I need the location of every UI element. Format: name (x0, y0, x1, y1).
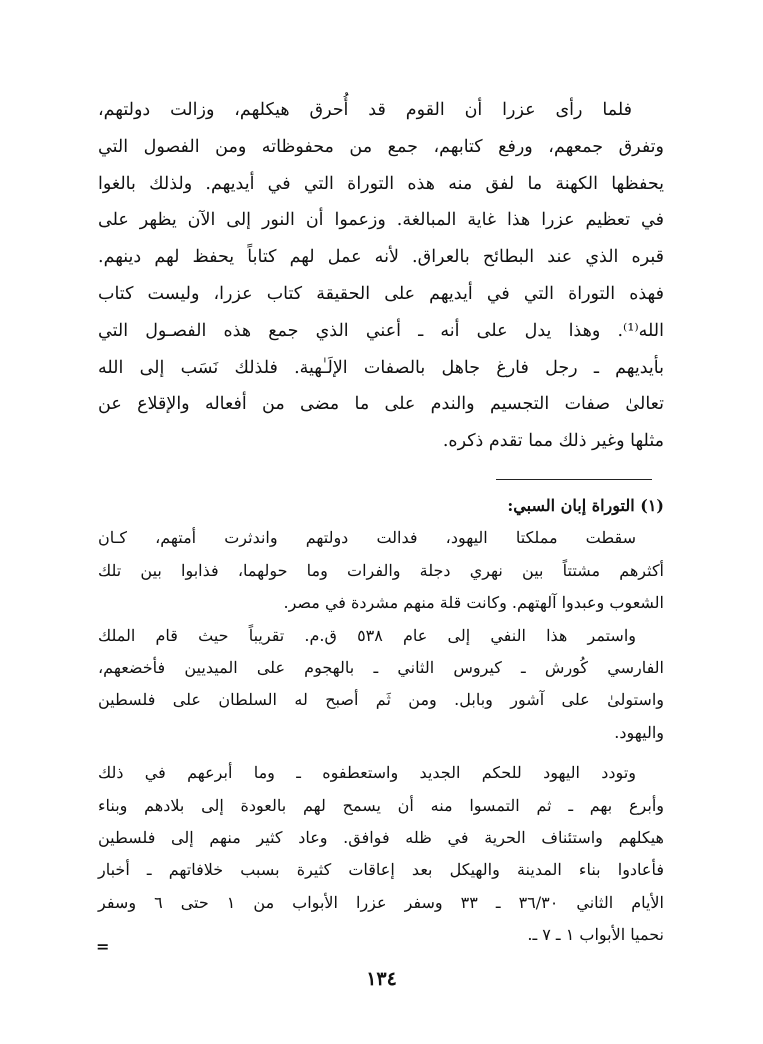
text-line: وتفرق جمعهم، ورفع كتابهم، جمع من محفوظاته ومن الفصول التي (98, 136, 664, 157)
footnote-line: الشعوب وعبدوا آلهتهم. وكانت قلة منهم مشردة في مصر. (283, 593, 664, 613)
footnote-line: واستمر هذا النفي إلى عام ٥٣٨ ق.م. تقريباً حيث قام الملك (98, 625, 636, 645)
continuation-mark: = (96, 937, 110, 956)
footnote-line: سقطت مملكتا اليهود، فدالت دولتهم واندثرت أمتهم، كـان (98, 528, 636, 548)
footnote-line: واليهود. (614, 722, 664, 742)
text-line: فهذه التوراة التي في أيديهم على الحقيقة كتاب عزرا، وليست كتاب (98, 283, 664, 304)
text-line: فلما رأى عزرا أن القوم قد أُحرق هيكلهم، وزالت دولتهم، (98, 100, 632, 120)
text-line: يحفظها الكهنة ما لفق منه هذه التوراة التي في أيديهم. ولذلك بالغوا (98, 173, 664, 194)
footnote-line: هيكلهم واستئناف الحرية في ظله فوافق. وعاد كثير منهم إلى فلسطين (98, 827, 664, 847)
footnote-line: واستولىٰ على آشور وبابل. ومن ثَم أصبح له السلطان على فلسطين (98, 690, 664, 710)
footnote-line: وأبرع بهم ـ ثم التمسوا منه أن يسمح لهم بالعودة إلى بلادهم وبناء (98, 795, 664, 815)
text-line: تعالىٰ صفات التجسيم والندم على ما مضى من أفعاله والإقلاع عن (98, 394, 664, 415)
footnote-line: أكثرهم مشتتاً بين نهري دجلة والفرات وما حولهما، فذابوا بين تلك (98, 560, 664, 580)
footnote-line: نحميا الأبواب ١ ـ ٧ ـ. (527, 925, 664, 945)
footnote-heading: (١) التوراة إبان السبي: (507, 496, 664, 515)
text-line: قبره الذي عند البطائح بالعراق. لأنه عمل لهم كتاباً يحفظ لهم دينهم. (98, 247, 664, 268)
footnote-line: الأيام الثاني ٣٦/٣٠ ـ ٣٣ وسفر عزرا الأبواب من ١ حتى ٦ وسفر (98, 892, 664, 912)
text-line: بأيديهم ـ رجل فارغ جاهل بالصفات الإلَـٰهية. فلذلك نَسَب إلى الله (98, 357, 664, 378)
page-number: ١٣٤ (366, 968, 397, 990)
text-line: الله⁽¹⁾. وهذا يدل على أنه ـ أعني الذي جمع هذه الفصـول التي (98, 320, 664, 341)
footnotes (98, 490, 664, 951)
text-line: مثلها وغير ذلك مما تقدم ذكره. (442, 431, 664, 452)
text-line: في تعظيم عزرا هذا غاية المبالغة. وزعموا أن النور إلى الآن يظهر على (98, 210, 664, 231)
main-text (98, 92, 664, 460)
footnote-line: فأعادوا بناء المدينة والهيكل بعد إعاقات كثيرة بسبب خلافاتهم ـ أخبار (98, 860, 664, 880)
footnote-line: وتودد اليهود للحكم الجديد واستعطفوه ـ وما أبرعهم في ذلك (98, 763, 636, 783)
footnote-separator (496, 479, 652, 480)
footnote-line: الفارسي كُورش ـ كيروس الثاني ـ بالهجوم على الميديين فأخضعهم، (98, 657, 664, 677)
